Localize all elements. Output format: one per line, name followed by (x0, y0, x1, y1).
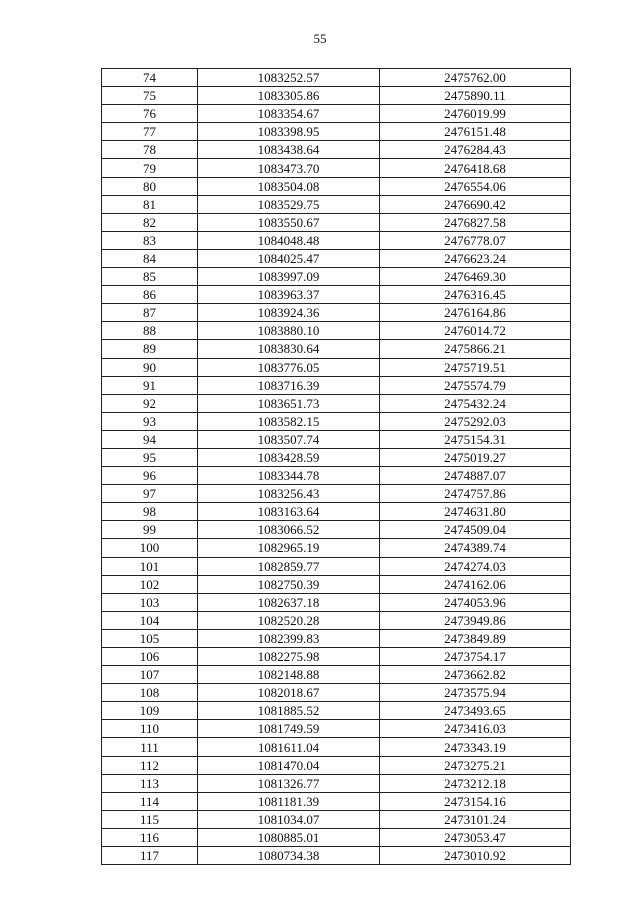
point-number-cell: 83 (102, 231, 198, 249)
y-coordinate-cell: 2476316.45 (380, 286, 571, 304)
x-coordinate-cell: 1082750.39 (198, 575, 380, 593)
point-number-cell: 89 (102, 340, 198, 358)
table-row (102, 213, 571, 231)
table-row (102, 141, 571, 159)
point-number-cell: 101 (102, 557, 198, 575)
y-coordinate-cell: 2473575.94 (380, 684, 571, 702)
table-row (102, 467, 571, 485)
x-coordinate-cell: 1081181.39 (198, 792, 380, 810)
x-coordinate-cell: 1083963.37 (198, 286, 380, 304)
y-coordinate-cell: 2475866.21 (380, 340, 571, 358)
table-row (102, 105, 571, 123)
table-row (102, 539, 571, 557)
table-row (102, 87, 571, 105)
y-coordinate-cell: 2475890.11 (380, 87, 571, 105)
y-coordinate-cell: 2474389.74 (380, 539, 571, 557)
point-number-cell: 92 (102, 394, 198, 412)
y-coordinate-cell: 2476827.58 (380, 213, 571, 231)
y-coordinate-cell: 2476778.07 (380, 231, 571, 249)
table-row (102, 268, 571, 286)
y-coordinate-cell: 2475719.51 (380, 358, 571, 376)
table-row (102, 485, 571, 503)
point-number-cell: 103 (102, 593, 198, 611)
x-coordinate-cell: 1083830.64 (198, 340, 380, 358)
y-coordinate-cell: 2476690.42 (380, 195, 571, 213)
x-coordinate-cell: 1083473.70 (198, 159, 380, 177)
point-number-cell: 106 (102, 648, 198, 666)
table-row (102, 123, 571, 141)
y-coordinate-cell: 2475762.00 (380, 69, 571, 87)
y-coordinate-cell: 2476469.30 (380, 268, 571, 286)
coordinates-table-body (102, 69, 571, 865)
x-coordinate-cell: 1081611.04 (198, 738, 380, 756)
point-number-cell: 86 (102, 286, 198, 304)
y-coordinate-cell: 2473493.65 (380, 702, 571, 720)
point-number-cell: 94 (102, 430, 198, 448)
table-row (102, 720, 571, 738)
point-number-cell: 102 (102, 575, 198, 593)
x-coordinate-cell: 1081326.77 (198, 774, 380, 792)
point-number-cell: 112 (102, 756, 198, 774)
table-row (102, 847, 571, 865)
y-coordinate-cell: 2475574.79 (380, 376, 571, 394)
x-coordinate-cell: 1083066.52 (198, 521, 380, 539)
point-number-cell: 80 (102, 177, 198, 195)
x-coordinate-cell: 1083256.43 (198, 485, 380, 503)
x-coordinate-cell: 1083582.15 (198, 412, 380, 430)
y-coordinate-cell: 2473010.92 (380, 847, 571, 865)
table-row (102, 430, 571, 448)
table-row (102, 756, 571, 774)
table-row (102, 792, 571, 810)
table-row (102, 340, 571, 358)
point-number-cell: 77 (102, 123, 198, 141)
y-coordinate-cell: 2473101.24 (380, 810, 571, 828)
table-row (102, 376, 571, 394)
y-coordinate-cell: 2473849.89 (380, 629, 571, 647)
table-row (102, 593, 571, 611)
point-number-cell: 87 (102, 304, 198, 322)
x-coordinate-cell: 1081885.52 (198, 702, 380, 720)
table-row (102, 249, 571, 267)
x-coordinate-cell: 1083252.57 (198, 69, 380, 87)
y-coordinate-cell: 2476014.72 (380, 322, 571, 340)
table-row (102, 666, 571, 684)
table-row (102, 195, 571, 213)
coordinates-table (101, 68, 571, 865)
table-row (102, 648, 571, 666)
table-row (102, 69, 571, 87)
y-coordinate-cell: 2474053.96 (380, 593, 571, 611)
x-coordinate-cell: 1084025.47 (198, 249, 380, 267)
x-coordinate-cell: 1081749.59 (198, 720, 380, 738)
table-row (102, 394, 571, 412)
point-number-cell: 90 (102, 358, 198, 376)
x-coordinate-cell: 1083305.86 (198, 87, 380, 105)
table-row (102, 828, 571, 846)
x-coordinate-cell: 1083550.67 (198, 213, 380, 231)
x-coordinate-cell: 1084048.48 (198, 231, 380, 249)
x-coordinate-cell: 1080734.38 (198, 847, 380, 865)
y-coordinate-cell: 2474274.03 (380, 557, 571, 575)
x-coordinate-cell: 1083163.64 (198, 503, 380, 521)
table-row (102, 774, 571, 792)
table-row (102, 521, 571, 539)
x-coordinate-cell: 1082275.98 (198, 648, 380, 666)
table-row (102, 412, 571, 430)
point-number-cell: 111 (102, 738, 198, 756)
table-row (102, 629, 571, 647)
y-coordinate-cell: 2476284.43 (380, 141, 571, 159)
point-number-cell: 110 (102, 720, 198, 738)
x-coordinate-cell: 1083776.05 (198, 358, 380, 376)
point-number-cell: 115 (102, 810, 198, 828)
y-coordinate-cell: 2473212.18 (380, 774, 571, 792)
table-row (102, 304, 571, 322)
table-row (102, 810, 571, 828)
x-coordinate-cell: 1083344.78 (198, 467, 380, 485)
x-coordinate-cell: 1080885.01 (198, 828, 380, 846)
table-row (102, 231, 571, 249)
page-number: 55 (313, 31, 327, 46)
x-coordinate-cell: 1082520.28 (198, 611, 380, 629)
point-number-cell: 81 (102, 195, 198, 213)
point-number-cell: 93 (102, 412, 198, 430)
x-coordinate-cell: 1082148.88 (198, 666, 380, 684)
table-row (102, 159, 571, 177)
x-coordinate-cell: 1081470.04 (198, 756, 380, 774)
point-number-cell: 84 (102, 249, 198, 267)
x-coordinate-cell: 1083651.73 (198, 394, 380, 412)
point-number-cell: 91 (102, 376, 198, 394)
point-number-cell: 75 (102, 87, 198, 105)
point-number-cell: 113 (102, 774, 198, 792)
point-number-cell: 114 (102, 792, 198, 810)
point-number-cell: 95 (102, 448, 198, 466)
table-row (102, 322, 571, 340)
table-row (102, 702, 571, 720)
table-row (102, 448, 571, 466)
x-coordinate-cell: 1082859.77 (198, 557, 380, 575)
x-coordinate-cell: 1083354.67 (198, 105, 380, 123)
point-number-cell: 99 (102, 521, 198, 539)
x-coordinate-cell: 1083438.64 (198, 141, 380, 159)
y-coordinate-cell: 2475292.03 (380, 412, 571, 430)
point-number-cell: 109 (102, 702, 198, 720)
x-coordinate-cell: 1081034.07 (198, 810, 380, 828)
x-coordinate-cell: 1083716.39 (198, 376, 380, 394)
y-coordinate-cell: 2476151.48 (380, 123, 571, 141)
x-coordinate-cell: 1082399.83 (198, 629, 380, 647)
x-coordinate-cell: 1083428.59 (198, 448, 380, 466)
y-coordinate-cell: 2476554.06 (380, 177, 571, 195)
point-number-cell: 76 (102, 105, 198, 123)
point-number-cell: 85 (102, 268, 198, 286)
point-number-cell: 107 (102, 666, 198, 684)
x-coordinate-cell: 1083398.95 (198, 123, 380, 141)
y-coordinate-cell: 2476418.68 (380, 159, 571, 177)
table-row (102, 611, 571, 629)
y-coordinate-cell: 2476019.99 (380, 105, 571, 123)
point-number-cell: 82 (102, 213, 198, 231)
y-coordinate-cell: 2473343.19 (380, 738, 571, 756)
y-coordinate-cell: 2473949.86 (380, 611, 571, 629)
y-coordinate-cell: 2473662.82 (380, 666, 571, 684)
y-coordinate-cell: 2476164.86 (380, 304, 571, 322)
x-coordinate-cell: 1083504.08 (198, 177, 380, 195)
x-coordinate-cell: 1083529.75 (198, 195, 380, 213)
x-coordinate-cell: 1083997.09 (198, 268, 380, 286)
x-coordinate-cell: 1083924.36 (198, 304, 380, 322)
y-coordinate-cell: 2473754.17 (380, 648, 571, 666)
point-number-cell: 74 (102, 69, 198, 87)
point-number-cell: 108 (102, 684, 198, 702)
x-coordinate-cell: 1082018.67 (198, 684, 380, 702)
point-number-cell: 100 (102, 539, 198, 557)
y-coordinate-cell: 2474162.06 (380, 575, 571, 593)
point-number-cell: 88 (102, 322, 198, 340)
point-number-cell: 116 (102, 828, 198, 846)
table-row (102, 738, 571, 756)
y-coordinate-cell: 2475432.24 (380, 394, 571, 412)
table-row (102, 177, 571, 195)
y-coordinate-cell: 2473053.47 (380, 828, 571, 846)
table-row (102, 358, 571, 376)
y-coordinate-cell: 2473416.03 (380, 720, 571, 738)
point-number-cell: 97 (102, 485, 198, 503)
table-row (102, 557, 571, 575)
y-coordinate-cell: 2475019.27 (380, 448, 571, 466)
point-number-cell: 104 (102, 611, 198, 629)
point-number-cell: 96 (102, 467, 198, 485)
y-coordinate-cell: 2475154.31 (380, 430, 571, 448)
y-coordinate-cell: 2474757.86 (380, 485, 571, 503)
table-row (102, 575, 571, 593)
y-coordinate-cell: 2474887.07 (380, 467, 571, 485)
table-row (102, 286, 571, 304)
point-number-cell: 98 (102, 503, 198, 521)
table-row (102, 684, 571, 702)
point-number-cell: 117 (102, 847, 198, 865)
point-number-cell: 78 (102, 141, 198, 159)
table-row (102, 503, 571, 521)
y-coordinate-cell: 2474631.80 (380, 503, 571, 521)
x-coordinate-cell: 1082637.18 (198, 593, 380, 611)
point-number-cell: 105 (102, 629, 198, 647)
x-coordinate-cell: 1083880.10 (198, 322, 380, 340)
y-coordinate-cell: 2474509.04 (380, 521, 571, 539)
y-coordinate-cell: 2473154.16 (380, 792, 571, 810)
x-coordinate-cell: 1082965.19 (198, 539, 380, 557)
point-number-cell: 79 (102, 159, 198, 177)
y-coordinate-cell: 2473275.21 (380, 756, 571, 774)
x-coordinate-cell: 1083507.74 (198, 430, 380, 448)
y-coordinate-cell: 2476623.24 (380, 249, 571, 267)
